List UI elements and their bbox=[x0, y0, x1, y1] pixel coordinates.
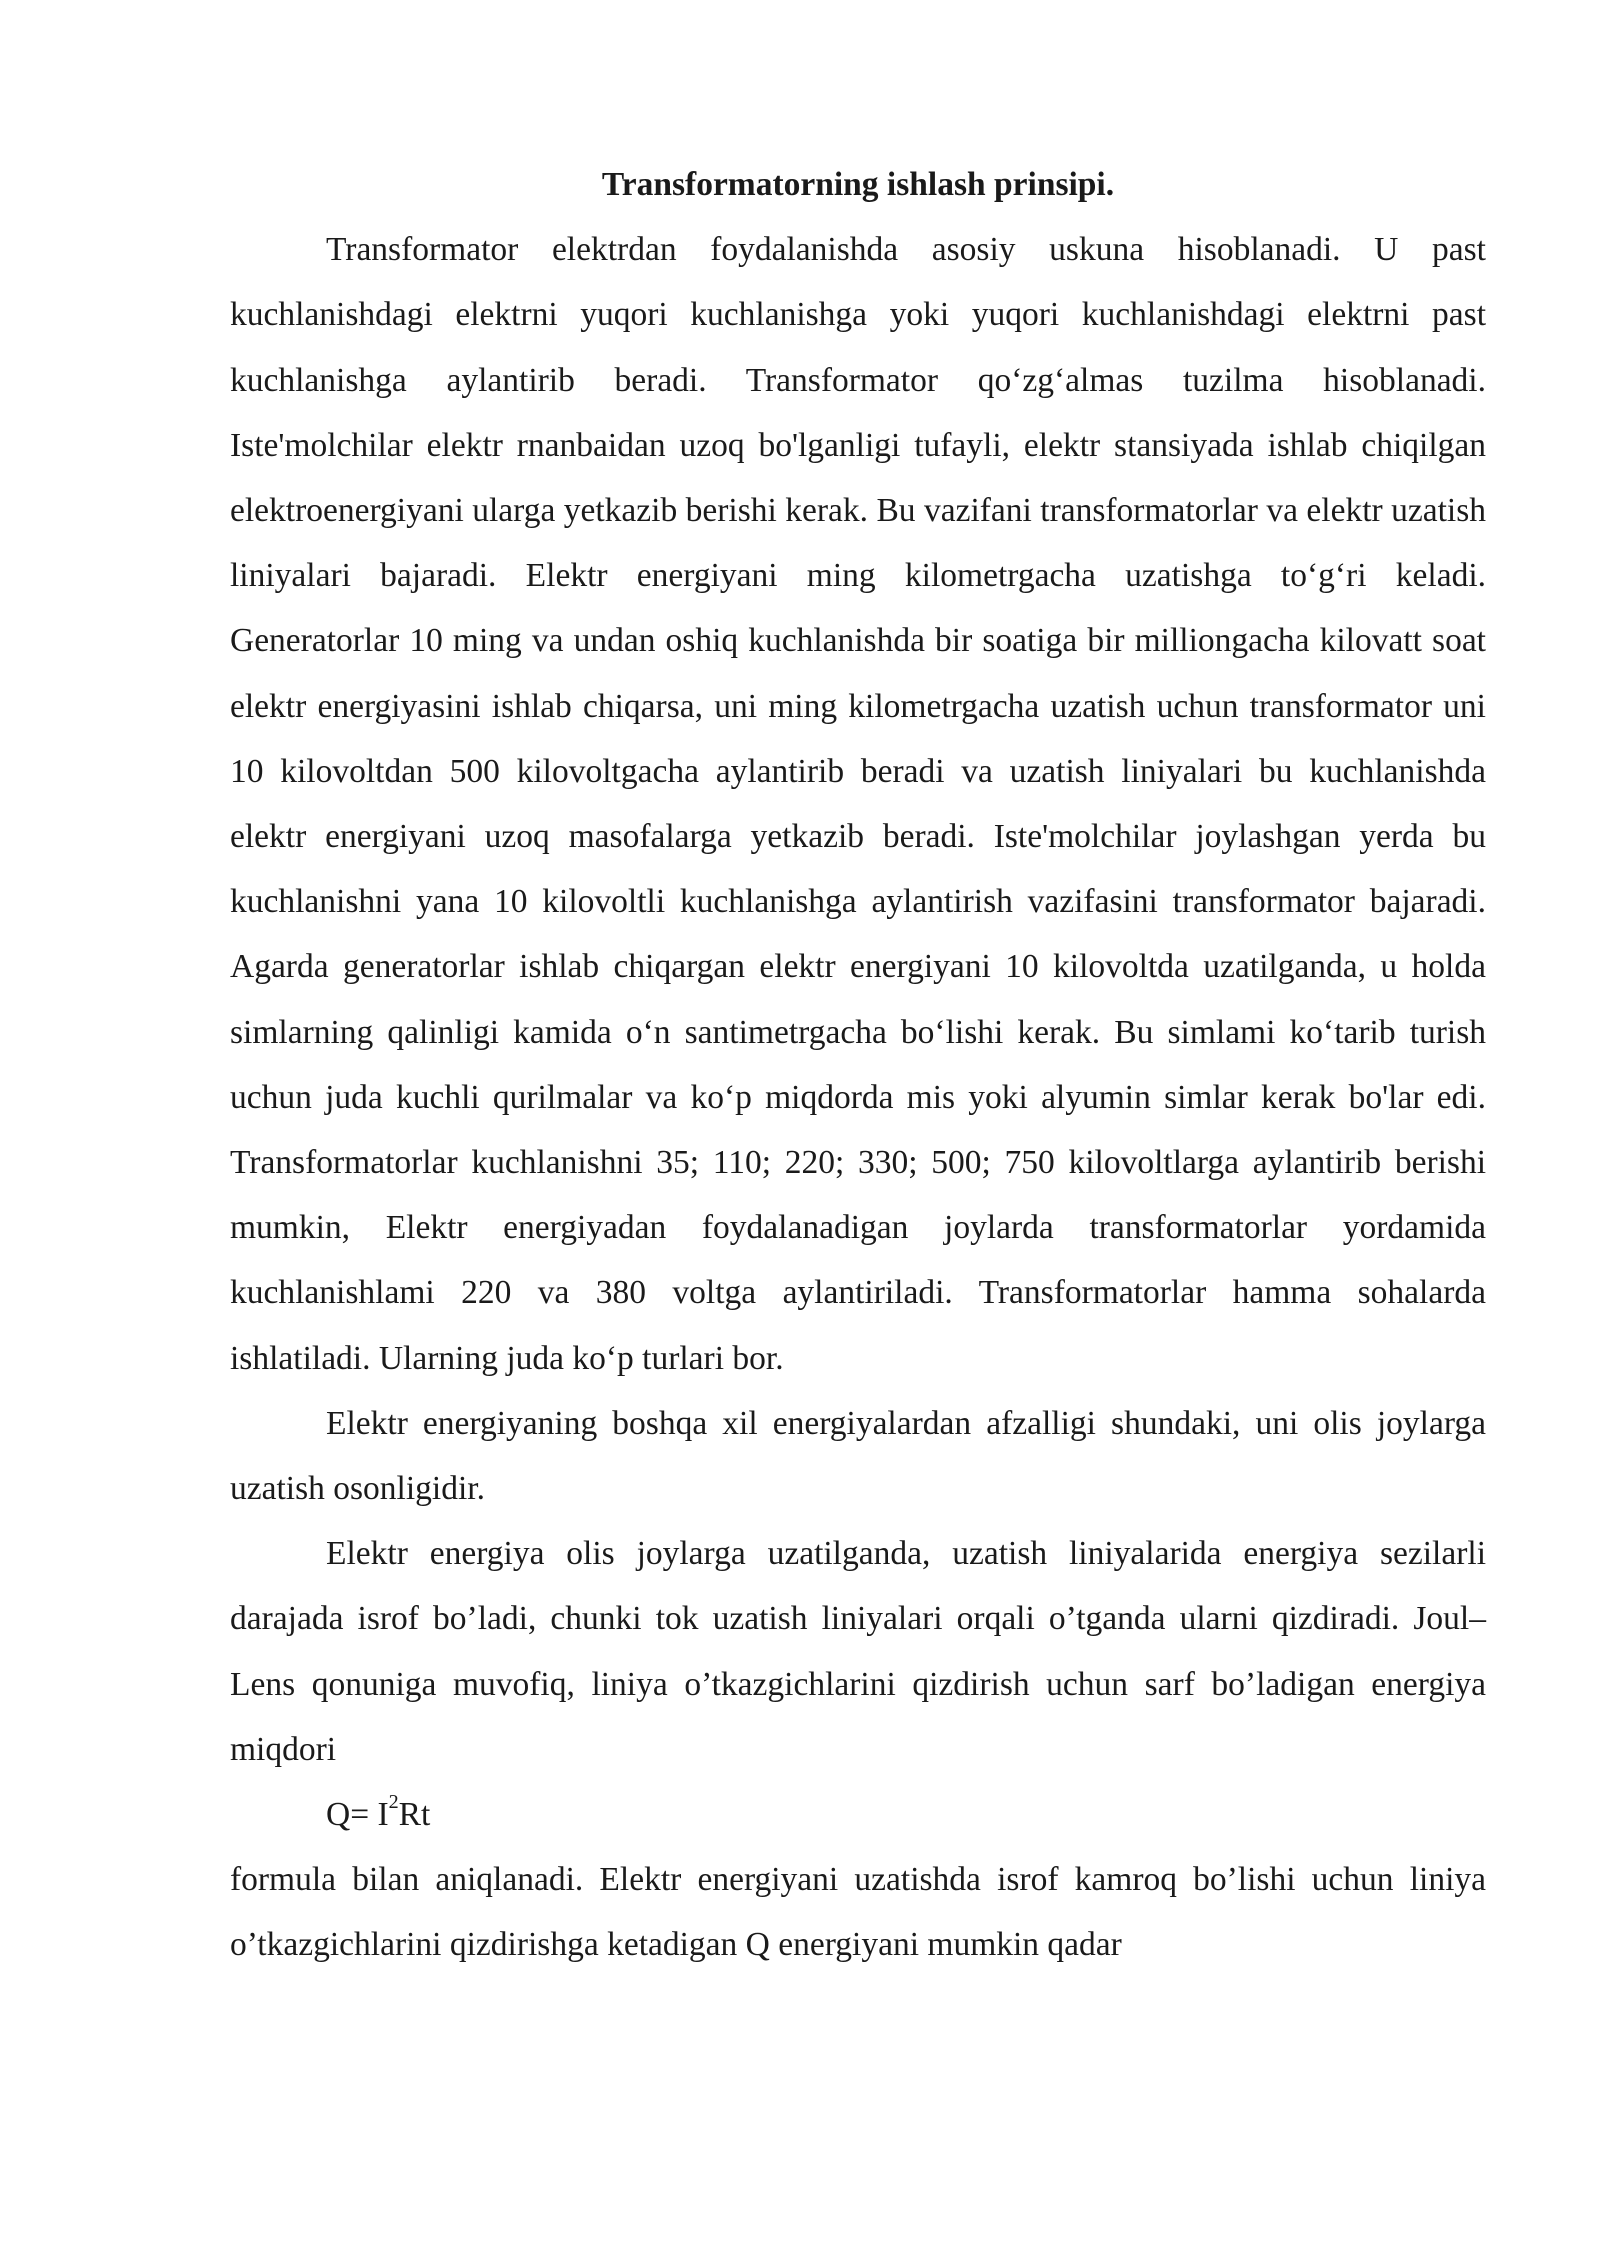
paragraph-energy-loss: Elektr energiya olis joylarga uzatilganda, uzatish liniyalarida energiya sezilarli darajada isrof bo’ladi, chunki tok uzatish liniyalari orqali o’tganda ularni qizdiradi. Joul–Lens qonuniga muvofiq, liniya o’tkazgichlarini qizdirish uchun sarf bo’ladigan energiya miqdori bbox=[230, 1535, 1486, 1768]
formula-lhs: Q= I bbox=[326, 1796, 389, 1834]
paragraph-formula-explanation: formula bilan aniqlanadi. Elektr energiyani uzatishda isrof kamroq bo’lishi uchun liniya o’tkazgichlarini qizdirishga ketadigan Q energiyani mumkin qadar bbox=[230, 1861, 1486, 1964]
formula-rhs: Rt bbox=[398, 1796, 431, 1834]
paragraph-transformator-intro: Transformator elektrdan foydalanishda asosiy uskuna hisoblanadi. U past kuchlanishdagi elektrni yuqori kuchlanishga yoki yuqori kuchlanishdagi elektrni past kuchlanishga aylantirib beradi. Transformator qo‘zg‘almas tuzilma hisoblanadi. Iste'molchilar elektr rnanbaidan uzoq bo'lganligi tufayli, elektr stansiyada ishlab chiqilgan elektroenergiyani ularga yetkazib berishi kerak. Bu vazifani transformatorlar va elektr uzatish liniyalari bajaradi. Elektr energiyani ming kilometrgacha uzatishga to‘g‘ri keladi. Generatorlar 10 ming va undan oshiq kuchlanishda bir soatiga bir milliongacha kilovatt soat elektr energiyasini ishlab chiqarsa, uni ming kilometrgacha uzatish uchun transformator uni 10 kilovoltdan 500 kilovoltgacha aylantirib beradi va uzatish liniyalari bu kuchlanishda elektr energiyani uzoq masofalarga yetkazib beradi. Iste'molchilar joylashgan yerda bu kuchlanishni yana 10 kilovoltli kuchlanishga aylantirish vazifasini transformator bajaradi. Agarda generatorlar ishlab chiqargan elektr energiyani 10 kilovoltda uzatilganda, u holda simlarning qalinligi kamida o‘n santimetrgacha bo‘lishi kerak. Bu simlami ko‘tarib turish uchun juda kuchli qurilmalar va ko‘p miqdorda mis yoki alyumin simlar kerak bo'lar edi. Transformatorlar kuchlanishni 35; 110; 220; 330; 500; 750 kilovoltlarga aylantirib berishi mumkin, Elektr energiyadan foydalanadigan joylarda transformatorlar yordamida kuchlanishlami 220 va 380 voltga aylantiriladi. Transformatorlar hamma sohalarda ishlatiladi. Ularning juda ko‘p turlari bor. bbox=[230, 231, 1486, 1377]
formula-joule-lenz bbox=[230, 1782, 1486, 1847]
document-title: Transformatorning ishlash prinsipi. bbox=[601, 166, 1115, 203]
document-body bbox=[230, 152, 1486, 1978]
paragraph-energy-advantage: Elektr energiyaning boshqa xil energiyalardan afzalligi shundaki, uni olis joylarga uzatish osonligidir. bbox=[230, 1404, 1486, 1508]
formula-exponent: 2 bbox=[388, 1791, 399, 1813]
